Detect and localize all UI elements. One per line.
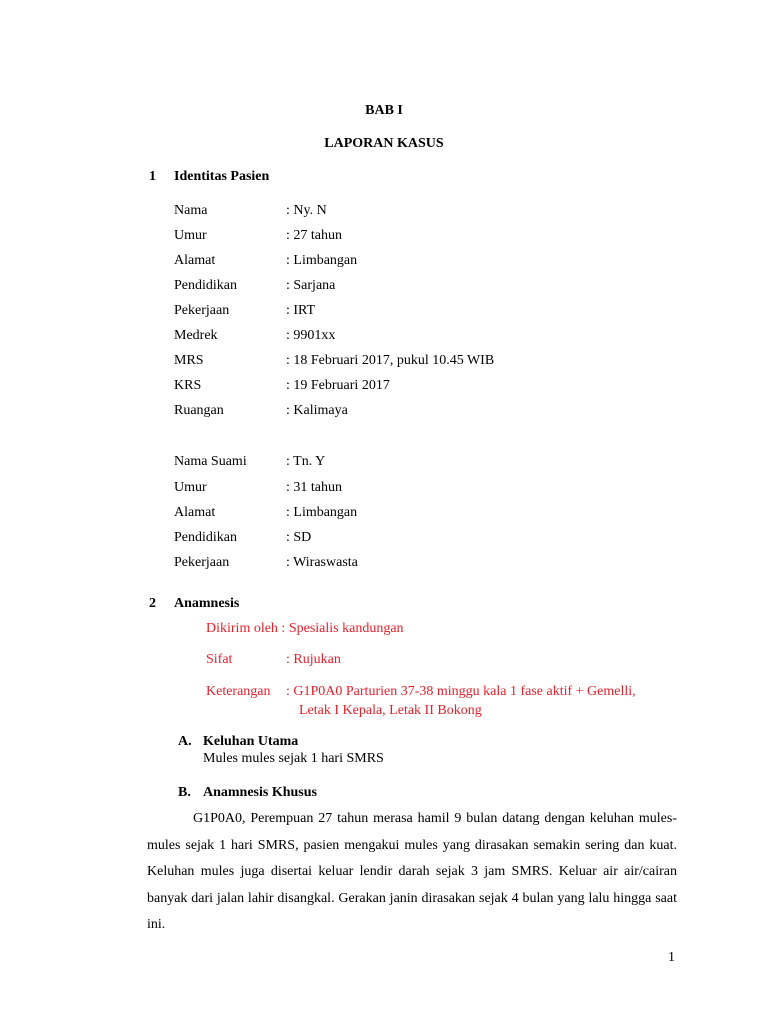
field-label: MRS [174, 353, 204, 368]
page-number: 1 [668, 950, 675, 965]
field-label: Pekerjaan [174, 555, 230, 570]
section-1-number: 1 [149, 169, 156, 184]
patient-row [174, 301, 315, 321]
field-value: : IRT [286, 303, 316, 318]
field-value: : Tn. Y [286, 454, 326, 469]
field-label: Umur [174, 228, 207, 243]
patient-row [174, 376, 390, 396]
chapter-heading: BAB I [365, 103, 403, 118]
field-value: : Ny. N [286, 203, 327, 218]
field-value: : 31 tahun [286, 480, 342, 495]
field-value: : 27 tahun [286, 228, 342, 243]
section-2-number: 2 [149, 596, 156, 611]
document-title: LAPORAN KASUS [324, 136, 444, 151]
field-value: : Kalimaya [286, 403, 348, 418]
field-label: Medrek [174, 328, 218, 343]
chief-complaint-text: Mules mules sejak 1 hari SMRS [203, 751, 384, 766]
patient-row [174, 276, 335, 296]
field-label: Pendidikan [174, 278, 237, 293]
field-value: : 9901xx [286, 328, 336, 343]
field-label: Alamat [174, 505, 216, 520]
patient-row [174, 251, 357, 271]
patient-row [174, 201, 327, 221]
referral-note-value: : G1P0A0 Parturien 37-38 minggu kala 1 fase aktif + Gemelli, [286, 684, 636, 699]
field-value: : Wiraswasta [286, 555, 358, 570]
patient-row [174, 326, 335, 346]
field-value: : Limbangan [286, 505, 358, 520]
field-label: Ruangan [174, 403, 224, 418]
field-label: Nama [174, 203, 208, 218]
history-paragraph: G1P0A0, Perempuan 27 tahun merasa hamil 9 bulan datang dengan keluhan mules-mules sejak 1 hari SMRS, pasien mengakui mules yang dirasakan semakin sering dan kuat. Keluhan mules juga disertai keluar lendir darah sejak 3 jam SMRS. Keluar air air/cairan banyak dari jalan lahir disangkal. Gerakan janin dirasakan sejak 4 bulan yang lalu hingga saat ini. [147, 811, 677, 932]
field-value: : 19 Februari 2017 [286, 378, 390, 393]
field-value: : SD [286, 530, 312, 545]
husband-row [174, 503, 357, 523]
referral-type-value: : Rujukan [286, 652, 341, 667]
section-1-heading: Identitas Pasien [174, 169, 270, 184]
husband-row [174, 478, 342, 498]
patient-row [174, 226, 342, 246]
field-value: : 18 Februari 2017, pukul 10.45 WIB [286, 353, 495, 368]
field-label: Umur [174, 480, 207, 495]
subsection-a-marker: A. [178, 734, 192, 749]
husband-row [174, 553, 358, 573]
field-label: Pekerjaan [174, 303, 230, 318]
referral-note-label: Keterangan [206, 684, 271, 699]
subsection-b-heading: Anamnesis Khusus [203, 785, 317, 800]
field-value: : Limbangan [286, 253, 358, 268]
field-label: KRS [174, 378, 202, 393]
referral-sender: Dikirim oleh : Spesialis kandungan [206, 621, 404, 636]
referral-note-value-continued: Letak I Kepala, Letak II Bokong [299, 703, 482, 718]
field-label: Pendidikan [174, 530, 237, 545]
field-label: Nama Suami [174, 454, 247, 469]
subsection-b-marker: B. [178, 785, 191, 800]
field-label: Alamat [174, 253, 216, 268]
field-value: : Sarjana [286, 278, 336, 293]
referral-type-label: Sifat [206, 652, 233, 667]
section-2-heading: Anamnesis [174, 596, 240, 611]
patient-row [174, 401, 348, 421]
patient-row [174, 351, 494, 371]
husband-row [174, 452, 325, 472]
subsection-a-heading: Keluhan Utama [203, 734, 299, 749]
husband-row [174, 528, 311, 548]
